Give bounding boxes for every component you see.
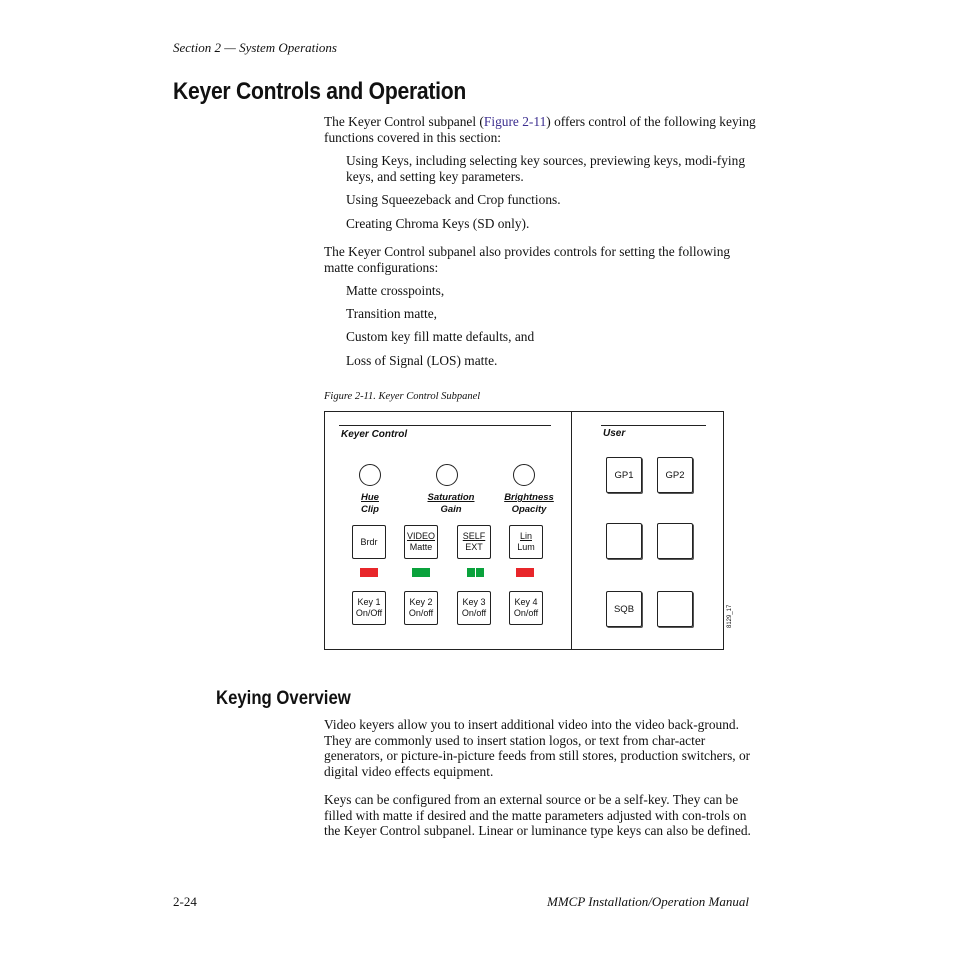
overview-paragraph-2: Keys can be configured from an external source or be a self-key. They can be filled with matte if desired and the matte parameters adjusted with con-trols on the Keyer Control subpanel. Linear or luminance type keys can also be defined. bbox=[324, 792, 751, 838]
figure-caption: Figure 2-11. Keyer Control Subpanel bbox=[324, 391, 481, 402]
list-item: Loss of Signal (LOS) matte. bbox=[346, 353, 498, 368]
list-item: Using Keys, including selecting key sources, previewing keys, modi-fying keys, and setting key parameters. bbox=[346, 153, 746, 184]
key2-on-off-button[interactable] bbox=[404, 591, 438, 625]
hue-clip-knob[interactable] bbox=[359, 464, 381, 486]
key3-on-off-button[interactable] bbox=[457, 591, 491, 625]
overview-paragraph-1: Video keyers allow you to insert additional video into the video back-ground. They are commonly used to insert station logos, or text from char-acter generators, or picture-in-picture feeds from still stores, production switchers, or digital video effects equipment. bbox=[324, 717, 751, 779]
saturation-gain-knob[interactable] bbox=[436, 464, 458, 486]
knob-label-top: Brightness bbox=[504, 492, 554, 503]
gp2-button[interactable]: GP2 bbox=[657, 457, 693, 493]
button-label-bottom: On/off bbox=[461, 608, 487, 618]
gp1-button[interactable]: GP1 bbox=[606, 457, 642, 493]
button-label: Brdr bbox=[360, 536, 378, 547]
button-label-bottom: On/Off bbox=[355, 608, 383, 618]
key1-on-off-button[interactable] bbox=[352, 591, 386, 625]
panel-divider bbox=[571, 411, 572, 650]
user-button-4[interactable] bbox=[657, 523, 693, 559]
key3-led-green-left bbox=[467, 568, 475, 577]
button-label-bottom: On/off bbox=[408, 608, 434, 618]
key4-led-red bbox=[516, 568, 534, 577]
brightness-opacity-knob[interactable] bbox=[513, 464, 535, 486]
button-label-top: Key 2 bbox=[409, 597, 433, 607]
list-item: Transition matte, bbox=[346, 306, 438, 321]
intro-text-before: The Keyer Control subpanel ( bbox=[324, 114, 484, 129]
button-label-top: Lin bbox=[519, 531, 532, 541]
button-label-bottom: Lum bbox=[517, 542, 535, 552]
self-ext-button[interactable] bbox=[457, 525, 491, 559]
key4-on-off-button[interactable] bbox=[509, 591, 543, 625]
button-label-top: Key 4 bbox=[514, 597, 538, 607]
knob-label-bottom: Clip bbox=[361, 503, 379, 515]
key1-led-red bbox=[360, 568, 378, 577]
intro-paragraph bbox=[324, 114, 760, 145]
list-item: Custom key fill matte defaults, and bbox=[346, 329, 535, 344]
section-heading: Keying Overview bbox=[216, 688, 351, 709]
page-title: Keyer Controls and Operation bbox=[173, 78, 467, 105]
key3-led-green-right bbox=[476, 568, 484, 577]
button-label-bottom: On/off bbox=[513, 608, 539, 618]
page-number: 2-24 bbox=[173, 894, 197, 909]
intro-text-after: ) offers control of the following keying functions covered in this section: bbox=[324, 114, 756, 145]
figure-link[interactable]: Figure 2-11 bbox=[483, 114, 547, 129]
user-button-3[interactable] bbox=[606, 523, 642, 559]
button-label-top: VIDEO bbox=[406, 531, 435, 541]
knob-label-bottom: Gain bbox=[440, 503, 462, 515]
key2-led-green bbox=[412, 568, 430, 577]
knob-label-saturation-gain bbox=[411, 492, 491, 515]
figure-id: 8129_17 bbox=[727, 604, 733, 628]
knob-label-bottom: Opacity bbox=[511, 503, 547, 515]
knob-label-brightness-opacity bbox=[489, 492, 569, 515]
button-label-bottom: EXT bbox=[465, 542, 483, 552]
user-title-rule bbox=[601, 425, 706, 426]
matte-intro-paragraph: The Keyer Control subpanel also provides controls for setting the following matte configurations: bbox=[324, 244, 731, 275]
button-label-bottom: Matte bbox=[409, 542, 433, 552]
knob-label-top: Hue bbox=[361, 492, 379, 503]
border-button[interactable] bbox=[352, 525, 386, 559]
user-button-6[interactable] bbox=[657, 591, 693, 627]
knob-label-hue-clip bbox=[330, 492, 410, 515]
manual-title: MMCP Installation/Operation Manual bbox=[547, 894, 749, 909]
keyer-title-rule bbox=[339, 425, 551, 426]
running-header: Section 2 — System Operations bbox=[173, 40, 337, 55]
knob-label-top: Saturation bbox=[427, 492, 475, 503]
list-item: Matte crosspoints, bbox=[346, 283, 445, 298]
keyer-control-title: Keyer Control bbox=[341, 429, 408, 440]
button-label-top: Key 3 bbox=[462, 597, 486, 607]
sqb-button[interactable]: SQB bbox=[606, 591, 642, 627]
lin-lum-button[interactable] bbox=[509, 525, 543, 559]
user-title: User bbox=[603, 428, 626, 439]
video-matte-button[interactable] bbox=[404, 525, 438, 559]
button-label-top: Key 1 bbox=[357, 597, 381, 607]
list-item: Creating Chroma Keys (SD only). bbox=[346, 216, 530, 231]
button-label-top: SELF bbox=[462, 531, 486, 541]
list-item: Using Squeezeback and Crop functions. bbox=[346, 192, 561, 207]
